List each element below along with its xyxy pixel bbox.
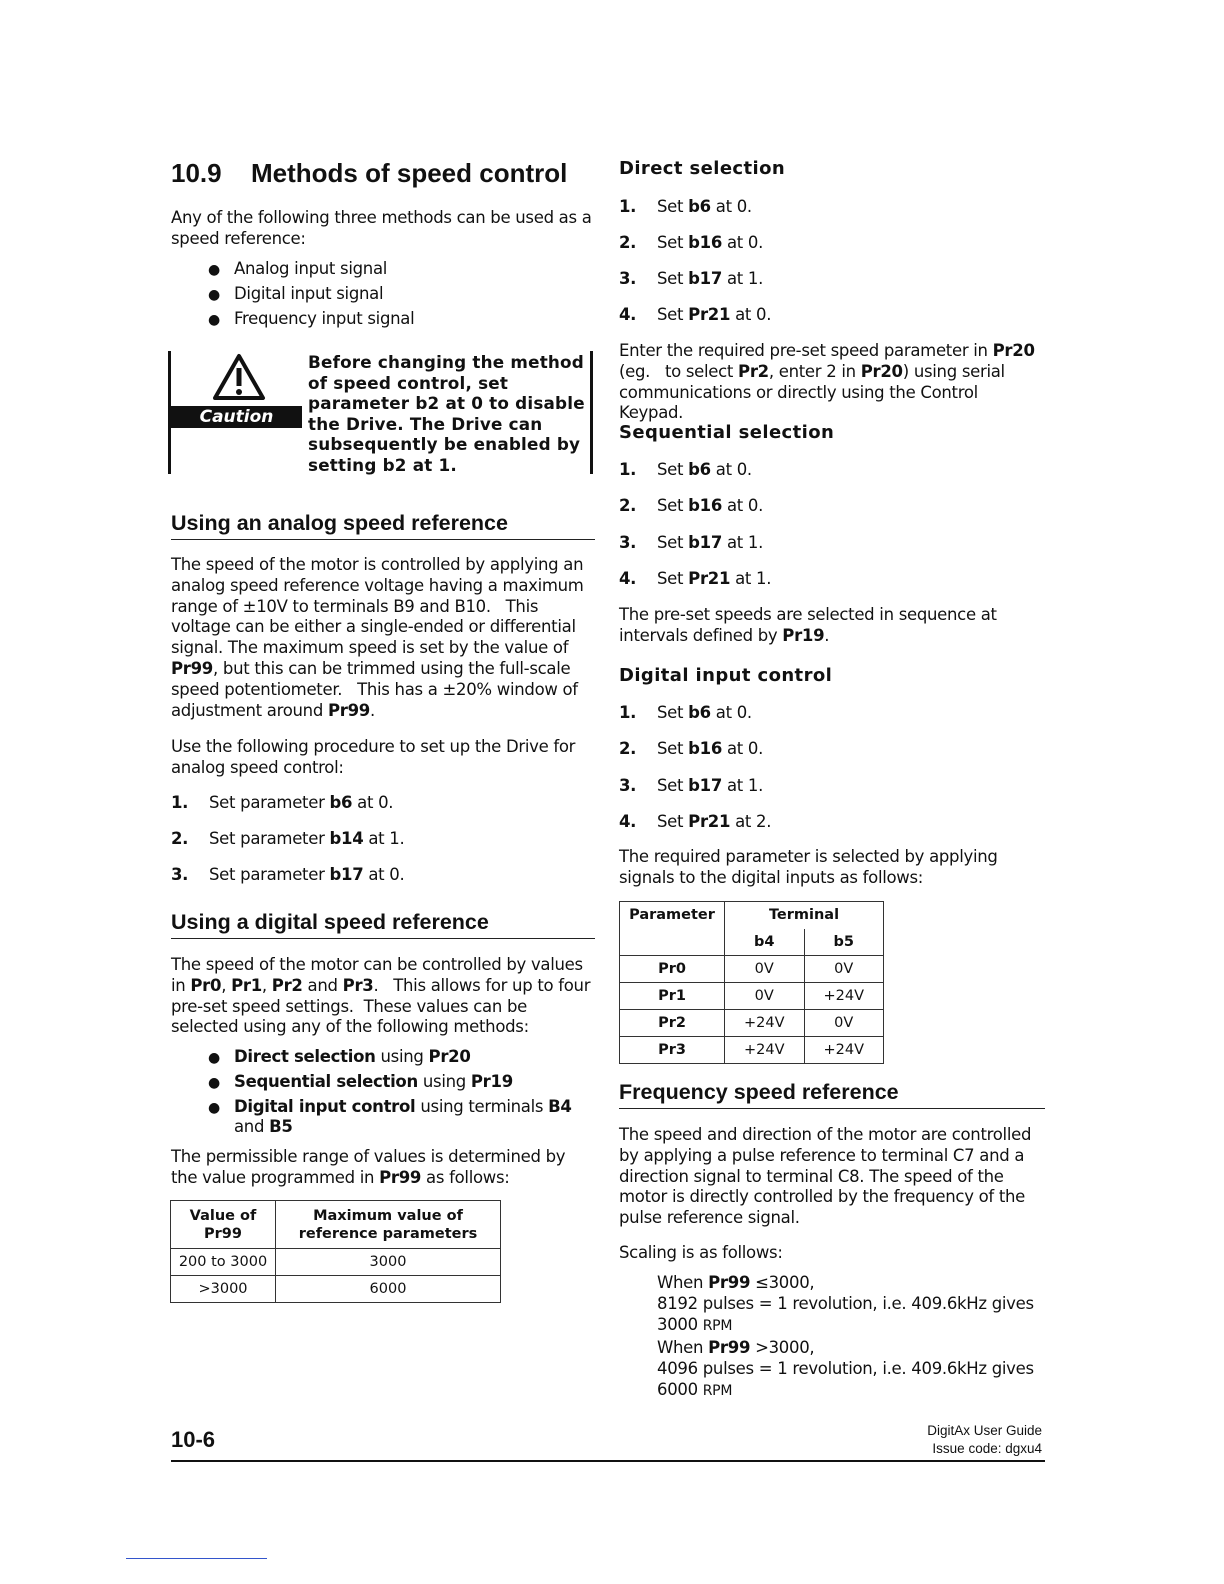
sequential-step: 1. Set b6 at 0. — [619, 460, 752, 479]
table-cell: Pr1 — [620, 983, 725, 1010]
heading-rule — [171, 539, 595, 540]
table-cell: >3000 — [171, 1276, 276, 1303]
table-cell: Pr2 — [620, 1010, 725, 1037]
direct-paragraph: Enter the required pre-set speed parameter in Pr20 (eg. to select Pr2, enter 2 in Pr20) using serial communications or directly using the Control Keypad. — [619, 341, 1035, 423]
scaling-case: When Pr99 >3000, 4096 pulses = 1 revolution, i.e. 409.6kHz gives 6000 RPM — [657, 1338, 1034, 1399]
table-header: b5 — [804, 929, 884, 956]
analog-step: 3. Set parameter b17 at 0. — [171, 865, 405, 884]
table-cell: +24V — [804, 1037, 884, 1064]
method-bullet-continuation: and B5 — [234, 1117, 293, 1136]
digital-input-step: 4. Set Pr21 at 2. — [619, 812, 772, 831]
table-cell: 6000 — [276, 1276, 501, 1303]
footer-rule — [171, 1460, 1045, 1462]
table-cell: +24V — [725, 1037, 805, 1064]
digital-heading: Using a digital speed reference — [171, 910, 489, 934]
sequential-step: 3. Set b17 at 1. — [619, 533, 764, 552]
sequential-heading: Sequential selection — [619, 422, 835, 443]
direct-step: 3. Set b17 at 1. — [619, 269, 764, 288]
section-title — [171, 158, 567, 189]
sequential-step: 2. Set b16 at 0. — [619, 496, 764, 515]
section-title-text: Methods of speed control — [251, 158, 568, 188]
intro-bullet: ● Digital input signal — [208, 284, 384, 303]
scaling-case: When Pr99 ≤3000, 8192 pulses = 1 revolution, i.e. 409.6kHz gives 3000 RPM — [657, 1273, 1034, 1334]
intro-paragraph: Any of the following three methods can be used as a speed reference: — [171, 208, 592, 248]
table-header: Maximum value of reference parameters — [276, 1201, 501, 1249]
link-underline — [126, 1558, 267, 1559]
table-cell: 200 to 3000 — [171, 1249, 276, 1276]
sequential-paragraph: The pre-set speeds are selected in sequence at intervals defined by Pr19. — [619, 605, 997, 645]
table-cell: Pr0 — [620, 956, 725, 983]
digital-input-heading: Digital input control — [619, 665, 833, 686]
heading-rule — [619, 1108, 1045, 1109]
method-bullet: ● Direct selection using Pr20 — [208, 1047, 471, 1066]
analog-step: 2. Set parameter b14 at 1. — [171, 829, 405, 848]
guide-title: DigitAx User Guide — [927, 1423, 1042, 1438]
pr99-table — [170, 1200, 501, 1303]
heading-rule — [171, 938, 595, 939]
table-cell: 3000 — [276, 1249, 501, 1276]
direct-heading: Direct selection — [619, 158, 786, 179]
sequential-step: 4. Set Pr21 at 1. — [619, 569, 772, 588]
table-header: Terminal — [725, 902, 884, 929]
warning-triangle-icon — [212, 352, 266, 402]
terminal-table — [619, 901, 884, 1064]
direct-step: 4. Set Pr21 at 0. — [619, 305, 772, 324]
range-paragraph: The permissible range of values is determined by the value programmed in Pr99 as follows: — [171, 1147, 566, 1187]
caution-border-right — [590, 351, 593, 474]
table-cell: +24V — [725, 1010, 805, 1037]
guide-info — [927, 1422, 1042, 1458]
table-header: Value of Pr99 — [171, 1201, 276, 1249]
scaling-intro: Scaling is as follows: — [619, 1243, 783, 1262]
frequency-heading: Frequency speed reference — [619, 1080, 899, 1104]
table-cell: 0V — [725, 956, 805, 983]
digital-input-paragraph: The required parameter is selected by applying signals to the digital inputs as follows: — [619, 847, 998, 887]
method-bullet: ● Digital input control using terminals B4 — [208, 1097, 572, 1116]
direct-step: 1. Set b6 at 0. — [619, 197, 752, 216]
analog-paragraph: The speed of the motor is controlled by applying an analog speed reference voltage having a maximum range of ±10V to terminals B9 and B10. This voltage can be either a single-ended or differential signal. The maximum speed is set by the value of Pr99, but this can be trimmed using the full-scale speed potentiometer. This has a ±20% window of adjustment around Pr99. — [171, 555, 584, 720]
issue-code: Issue code: dgxu4 — [932, 1441, 1042, 1456]
intro-bullet: ● Analog input signal — [208, 259, 388, 278]
caution-text: Before changing the method of speed control, set parameter b2 at 0 to disable the Drive. The Drive can subsequently be enabled by setting b2 at 1. — [308, 352, 585, 475]
digital-input-step: 2. Set b16 at 0. — [619, 739, 764, 758]
table-cell: 0V — [804, 956, 884, 983]
frequency-paragraph: The speed and direction of the motor are controlled by applying a pulse reference to terminal C7 and a direction signal to terminal C8. The speed of the motor is directly controlled by the frequency of the pulse reference signal. — [619, 1125, 1032, 1228]
digital-input-step: 1. Set b6 at 0. — [619, 703, 752, 722]
digital-input-step: 3. Set b17 at 1. — [619, 776, 764, 795]
table-cell: 0V — [725, 983, 805, 1010]
analog-procedure-intro: Use the following procedure to set up the Drive for analog speed control: — [171, 737, 576, 777]
analog-heading: Using an analog speed reference — [171, 511, 508, 535]
table-header: Parameter — [620, 902, 725, 956]
table-header: b4 — [725, 929, 805, 956]
section-number: 10.9 — [171, 158, 222, 188]
method-bullet: ● Sequential selection using Pr19 — [208, 1072, 513, 1091]
table-cell: Pr3 — [620, 1037, 725, 1064]
table-cell: +24V — [804, 983, 884, 1010]
page-number: 10-6 — [171, 1427, 216, 1452]
analog-step: 1. Set parameter b6 at 0. — [171, 793, 394, 812]
direct-step: 2. Set b16 at 0. — [619, 233, 764, 252]
caution-label: Caution — [171, 406, 302, 428]
intro-bullet: ● Frequency input signal — [208, 309, 415, 328]
digital-paragraph: The speed of the motor can be controlled by values in Pr0, Pr1, Pr2 and Pr3. This allows for up to four pre-set speed settings. These values can be selected using any of the following methods: — [171, 955, 591, 1037]
table-cell: 0V — [804, 1010, 884, 1037]
